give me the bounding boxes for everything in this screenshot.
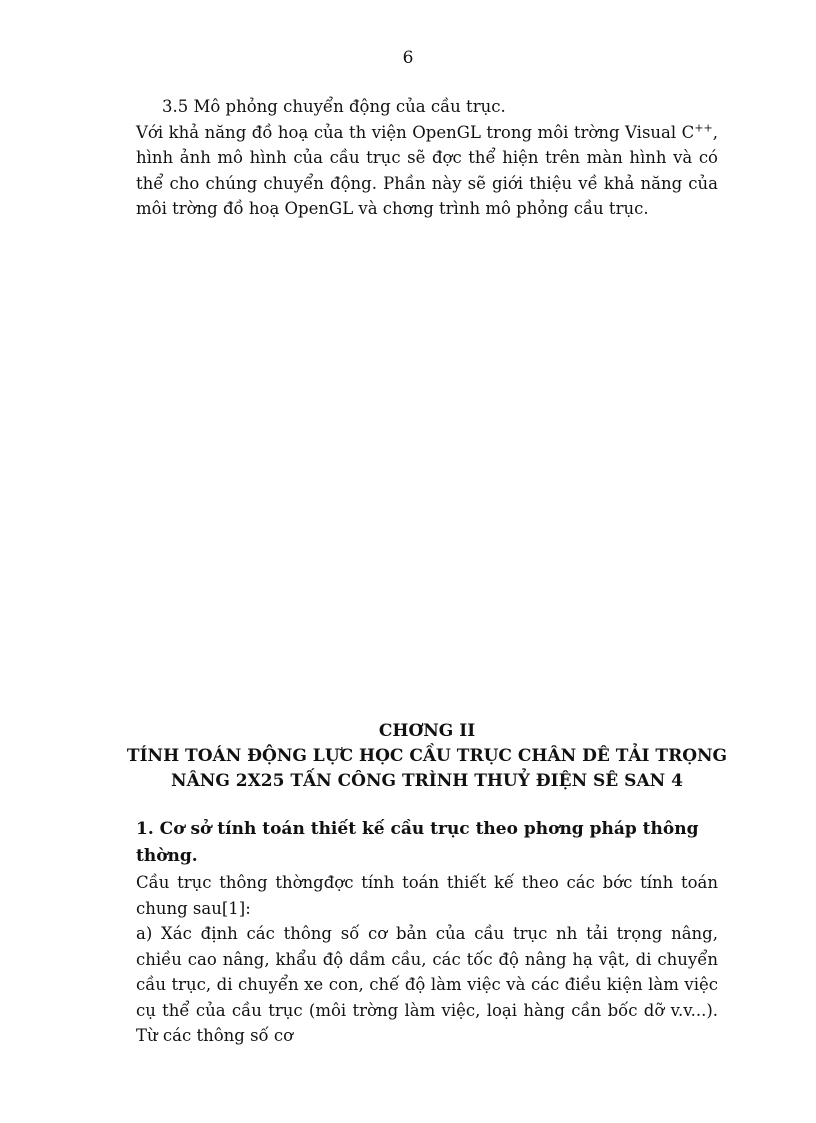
paragraph-text-continued: , hình ảnh mô hình của cầu trục sẽ đợc thể hiện trên màn hình và có thể cho chúng chuyển động. Phần này sẽ giới thiệu về khả năng của môi trờng đồ hoạ OpenGL và chơng trình mô phỏng cầu trục. [136,122,718,218]
heading-number: 1. [136,819,160,839]
section-1 [136,816,718,1049]
heading-text: Cơ sở tính toán thiết kế cầu trục theo phơng pháp thông thờng. [136,819,699,866]
list-item-a: a) Xác định các thông số cơ bản của cầu trục nh tải trọng nâng, chiều cao nâng, khẩu độ dầm cầu, các tốc độ nâng hạ vật, di chuyển cầu trục, di chuyển xe con, chế độ làm việc và các điều kiện làm việc cụ thể của cầu trục (môi trờng làm việc, loại hàng cần bốc dỡ v.v...). Từ các thông số cơ [136,924,718,1045]
section-heading: 3.5 Mô phỏng chuyển động của cầu trục. [162,97,506,116]
paragraph-text: Với khả năng đồ hoạ của th viện OpenGL trong môi trờng Visual C [136,122,695,142]
section-3-5 [136,94,718,222]
chapter-label: CHƠNG II [378,721,476,741]
superscript: ++ [694,121,713,134]
intro-paragraph: Cầu trục thông thờngđợc tính toán thiết kế theo các bớc tính toán chung sau[1]: [136,873,718,918]
page-number: 6 [402,48,414,68]
chapter-title-line-1: TÍNH TOÁN ĐỘNG LỰC HỌC CẦU TRỤC CHÂN DÊ TẢI TRỌNG [126,746,728,766]
chapter-title-line-2: NÂNG 2X25 TẤN CÔNG TRÌNH THUỶ ĐIỆN SÊ SAN 4 [171,771,683,791]
section-paragraph [136,120,718,222]
section-heading [136,816,718,870]
chapter-heading [120,719,734,794]
